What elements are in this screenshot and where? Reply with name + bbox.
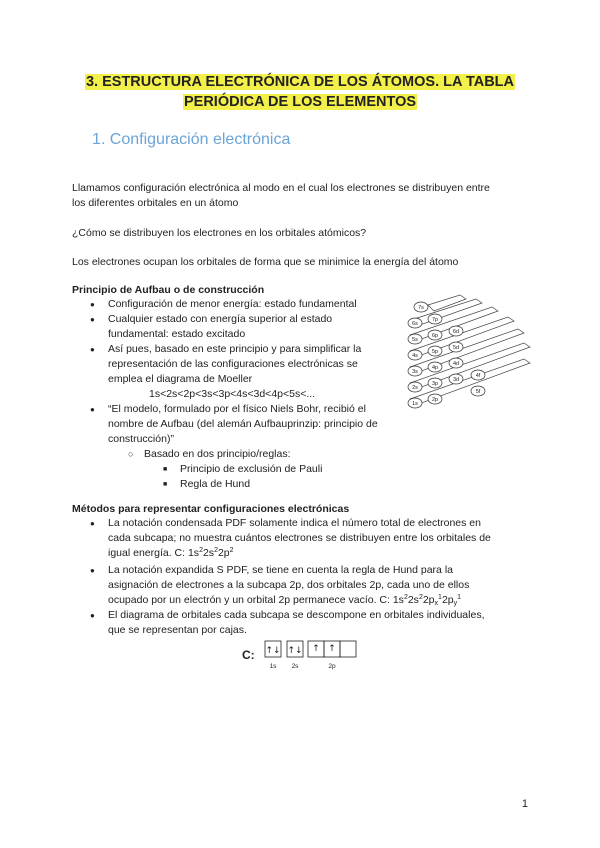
list-item: [72, 462, 412, 477]
aufbau-sub-item: Basado en dos principio/reglas:: [144, 448, 291, 460]
orbital-label: 5f: [475, 389, 481, 395]
rule-2: Regla de Hund: [180, 478, 251, 490]
method-3-l2: que se representan por cajas.: [108, 624, 247, 636]
orbital-label: 3p: [431, 381, 439, 387]
list-item: [72, 447, 412, 462]
diagonal-band: [410, 329, 524, 373]
method-1-l2: cada subcapa; no muestra cuántos electrones se distribuyen entre los orbitales de: [108, 532, 491, 544]
orbital-label: 5s: [412, 337, 418, 343]
energy-sequence: 1s<2s<2p<3s<3p<4s<3d<4p<5s<...: [149, 388, 316, 400]
orbital-label: 4f: [475, 373, 481, 379]
orbital-box-2p: [340, 641, 356, 657]
list-item: [72, 608, 532, 638]
element-symbol: C:: [242, 648, 255, 662]
orbital-box-diagram: [240, 638, 365, 674]
orbital-label: 7p: [431, 317, 439, 323]
label-2s: 2s: [291, 663, 299, 670]
rule-1: Principio de exclusión de Pauli: [180, 463, 323, 475]
page-title: [0, 72, 600, 112]
page-number: 1: [521, 798, 528, 810]
orbital-label: 7s: [418, 305, 424, 311]
method-2-l2: asignación de electrones a la subcapa 2p, dos orbitales 2p, cada uno de ellos: [108, 579, 470, 591]
aufbau-heading: Principio de Aufbau o de construcción: [72, 284, 265, 296]
orbital-label: 3s: [412, 369, 418, 375]
orbital-label: 5d: [452, 345, 460, 351]
answer-text: Los electrones ocupan los orbitales de forma que se minimice la energía del átomo: [72, 256, 459, 268]
list-item: [72, 312, 412, 342]
method-1-l3: igual energía. C: 1s: [108, 547, 200, 559]
orbital-label: 4p: [431, 365, 439, 371]
label-1s: 1s: [269, 663, 277, 670]
list-item: ● La notación condensada PDF solamente indica el número total de electrones en cada subcapa; no muestra cuántos electrones se distribuyen entre los orbitales de igual energía. C: $1s^22s^22p^2$: [72, 516, 532, 561]
aufbau-item-1: Configuración de menor energía: estado fundamental: [108, 298, 357, 310]
orbital-label: 2s: [412, 385, 418, 391]
orbital-label: 4s: [412, 353, 418, 359]
method-1-l1: La notación condensada PDF solamente indica el número total de electrones en: [108, 517, 481, 529]
orbital-label: 1s: [412, 401, 418, 407]
orbital-label: 5p: [431, 349, 439, 355]
aufbau-item-3-l3: emplea el diagrama de Moeller: [108, 373, 253, 385]
question-text: ¿Cómo se distribuyen los electrones en los orbitales atómicos?: [72, 227, 367, 239]
electron-arrow-2py: ↑: [328, 644, 336, 654]
orbital-label: 6d: [452, 329, 460, 335]
method-2-l3: ocupado por un electrón y un orbital 2p permanece vacío. C: 1s: [108, 594, 404, 606]
orbital-label: 2p: [431, 397, 439, 403]
list-item: [72, 342, 412, 387]
methods-heading: Métodos para representar configuraciones electrónicas: [72, 503, 350, 515]
methods-list: [72, 516, 532, 638]
intro-paragraph: [72, 181, 532, 211]
method-3-l1: El diagrama de orbitales cada subcapa se descompone en orbitales individuales,: [108, 609, 485, 621]
list-item: ● La notación expandida S PDF, se tiene en cuenta la regla de Hund para la asignación de electrones a la subcapa 2p, dos orbitales 2p, cada uno de ellos ocupado por un electrón y un orbital 2p permanece vacío. C: $1s^22s^22p_x^12p_y^1$: [72, 563, 532, 608]
aufbau-item-4-l1: “El modelo, formulado por el físico Niels Bohr, recibió el: [108, 403, 366, 415]
electron-arrows-2s: ↑↓: [287, 646, 303, 656]
electron-arrows-1s: ↑↓: [265, 646, 281, 656]
orbital-label: 6p: [431, 333, 439, 339]
list-item: [72, 477, 412, 492]
label-2p: 2p: [328, 663, 336, 670]
method-2-l1: La notación expandida S PDF, se tiene en cuenta la regla de Hund para la: [108, 564, 453, 576]
title-line-1: 3. ESTRUCTURA ELECTRÓNICA DE LOS ÁTOMOS. LA TABLA: [85, 74, 515, 90]
intro-line-2: los diferentes orbitales en un átomo: [72, 197, 239, 209]
orbital-label: 6s: [412, 321, 418, 327]
electron-arrow-2px: ↑: [312, 644, 320, 654]
aufbau-item-3-l1: Así pues, basado en este principio y para simplificar la: [108, 343, 362, 355]
intro-line-1: Llamamos configuración electrónica al modo en el cual los electrones se distribuyen entre: [72, 182, 490, 194]
section-subtitle: 1. Configuración electrónica: [92, 131, 291, 148]
list-item: [72, 402, 412, 447]
aufbau-item-2-l2: fundamental: estado excitado: [108, 328, 246, 340]
list-item: [72, 297, 412, 312]
aufbau-item-2-l1: Cualquier estado con energía superior al estado: [108, 313, 333, 325]
moeller-diagram: [400, 293, 535, 413]
aufbau-item-3-l2: representación de las configuraciones electrónicas se: [108, 358, 358, 370]
aufbau-item-4-l2: nombre de Aufbau (del alemán Aufbauprinzip: principio de: [108, 418, 378, 430]
title-line-2: PERIÓDICA DE LOS ELEMENTOS: [183, 94, 417, 110]
aufbau-list: [72, 297, 412, 492]
aufbau-item-4-l3: construcción)”: [108, 433, 174, 445]
orbital-label: 3d: [452, 377, 460, 383]
orbital-label: 4d: [452, 361, 460, 367]
